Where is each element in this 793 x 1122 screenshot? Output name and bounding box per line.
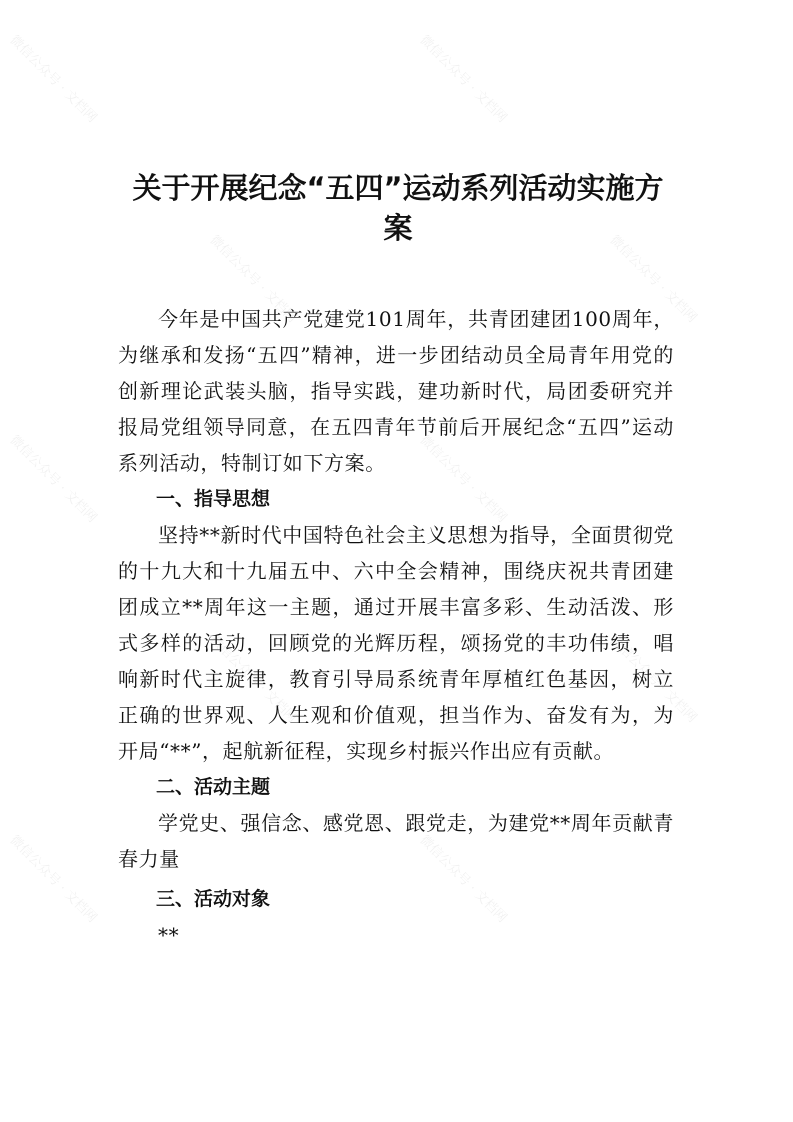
watermark-text: 微信公众号 · 文档网	[606, 232, 700, 326]
section-heading-activity-theme: 二、活动主题	[156, 776, 271, 798]
watermark-text: 微信公众号 · 文档网	[6, 32, 100, 126]
document-title: 关于开展纪念“五四”运动系列活动实施方案	[132, 171, 664, 245]
watermark-text: 微信公众号 · 文档网	[6, 832, 100, 926]
watermark-text: 微信公众号 · 文档网	[416, 32, 510, 126]
document-body	[118, 301, 674, 953]
watermark-text: 微信公众号 · 文档网	[606, 632, 700, 726]
section-text-activity-theme: 学党史、强信念、感党恩、跟党走，为建党**周年贡献青春力量	[118, 811, 674, 871]
section-text-activity-target: **	[158, 923, 180, 947]
intro-paragraph: 今年是中国共产党建党101周年，共青团建团100周年，为继承和发扬“五四”精神，进一步团结动员全局青年用党的创新理论武装头脑，指导实践，建功新时代，局团委研究并报局党组领导同意，在五四青年节前后开展纪念“五四”运动系列活动，特制订如下方案。	[118, 307, 674, 475]
watermark-text: 微信公众号 · 文档网	[416, 832, 510, 926]
watermark-text: 微信公众号 · 文档网	[206, 232, 300, 326]
watermark-text: 微信公众号 · 文档网	[416, 432, 510, 526]
section-text-guiding-ideology: 坚持**新时代中国特色社会主义思想为指导，全面贯彻党的十九大和十九届五中、六中全会精神，围绕庆祝共青团建团成立**周年这一主题，通过开展丰富多彩、生动活泼、形式多样的活动，回顾党的光辉历程，颂扬党的丰功伟绩，唱响新时代主旋律，教育引导局系统青年厚植红色基因，树立正确的世界观、人生观和价值观，担当作为、奋发有为，为开局“**”，起航新征程，实现乡村振兴作出应有贡献。	[118, 523, 674, 763]
section-heading-activity-target: 三、活动对象	[156, 888, 271, 910]
watermark-text: 微信公众号 · 文档网	[6, 432, 100, 526]
watermark-text: 微信公众号 · 文档网	[206, 632, 300, 726]
section-heading-guiding-ideology: 一、指导思想	[156, 488, 271, 510]
